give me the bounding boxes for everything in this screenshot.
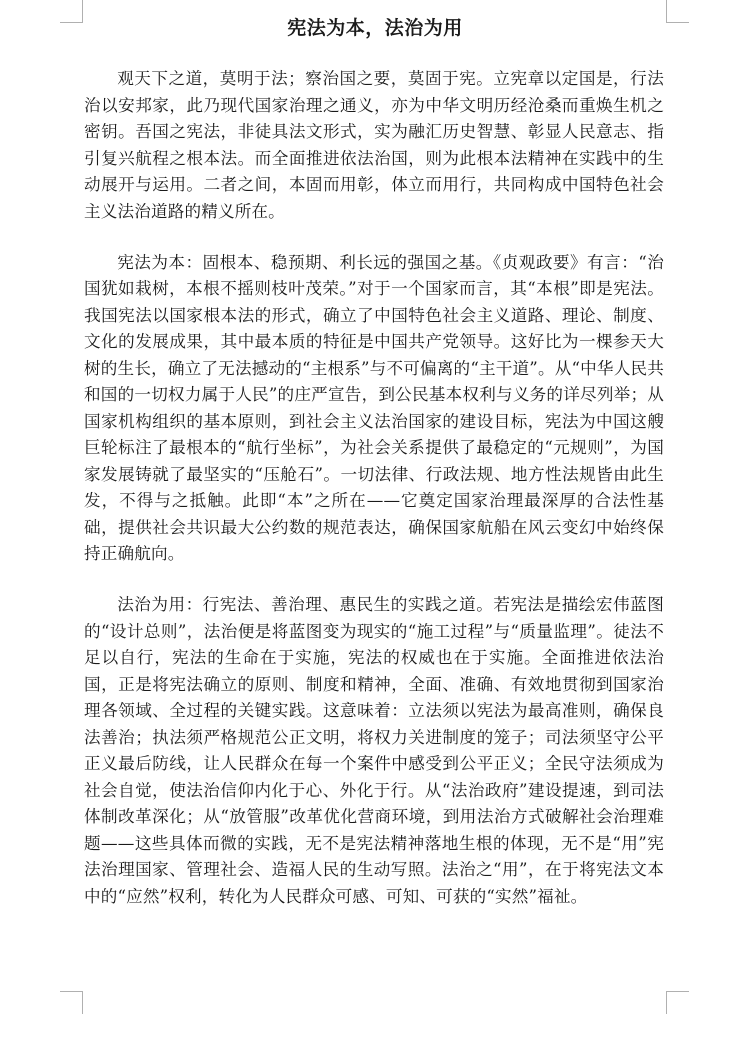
- paragraph-rule-of-law-as-application: 法治为用：行宪法、善治理、惠民生的实践之道。若宪法是描绘宏伟蓝图的“设计总则”，法治便是将蓝图变为现实的“施工过程”与“质量监理”。徒法不足以自行，宪法的生命在于实施，宪法的权威也在于实施。全面推进依法治国，正是将宪法确立的原则、制度和精神，全面、准确、有效地贯彻到国家治理各领域、全过程的关键实践。这意味着：立法须以宪法为最高准则，确保良法善治；执法须严格规范公正文明，将权力关进制度的笼子；司法须坚守公平正义最后防线，让人民群众在每一个案件中感受到公平正义；全民守法须成为社会自觉，使法治信仰内化于心、外化于行。从“法治政府”建设提速，到司法体制改革深化；从“放管服”改革优化营商环境，到用法治方式破解社会治理难题——这些具体而微的实践，无不是宪法精神落地生根的体现，无不是“用”宪法治理国家、管理社会、造福人民的生动写照。法治之“用”，在于将宪法文本中的“应然”权利，转化为人民群众可感、可知、可获的“实然”福祉。: [84, 595, 664, 906]
- crop-mark-top-left: [60, 0, 83, 23]
- crop-mark-top-right: [666, 0, 689, 23]
- document-title: 宪法为本，法治为用: [287, 17, 463, 39]
- document-body[interactable]: [84, 66, 664, 935]
- paragraph-intro: 观天下之道，莫明于法；察治国之要，莫固于宪。立宪章以定国是，行法治以安邦家，此乃现代国家治理之通义，亦为中华文明历经沧桑而重焕生机之密钥。吾国之宪法，非徒具法文形式，实为融汇历史智慧、彰显人民意志、指引复兴航程之根本法。而全面推进依法治国，则为此根本法精神在实践中的生动展开与运用。二者之间，本固而用彰，体立而用行，共同构成中国特色社会主义法治道路的精义所在。: [84, 69, 664, 221]
- crop-mark-bottom-left: [60, 991, 83, 1014]
- paragraph-constitution-as-foundation: 宪法为本：固根本、稳预期、利长远的强国之基。《贞观政要》有言：“治国犹如栽树，本根不摇则枝叶茂荣。”对于一个国家而言，其“本根”即是宪法。我国宪法以国家根本法的形式，确立了中国特色社会主义道路、理论、制度、文化的发展成果，其中最本质的特征是中国共产党领导。这好比为一棵参天大树的生长，确立了无法撼动的“主根系”与不可偏离的“主干道”。从“中华人民共和国的一切权力属于人民”的庄严宣告，到公民基本权利与义务的详尽列举；从国家机构组织的基本原则，到社会主义法治国家的建设目标，宪法为中国这艘巨轮标注了最根本的“航行坐标”，为社会关系提供了最稳定的“元规则”，为国家发展铸就了最坚实的“压舱石”。一切法律、行政法规、地方性法规皆由此生发，不得与之抵触。此即“本”之所在——它奠定国家治理最深厚的合法性基础，提供社会共识最大公约数的规范表达，确保国家航船在风云变幻中始终保持正确航向。: [84, 252, 664, 563]
- crop-mark-bottom-right: [666, 991, 689, 1014]
